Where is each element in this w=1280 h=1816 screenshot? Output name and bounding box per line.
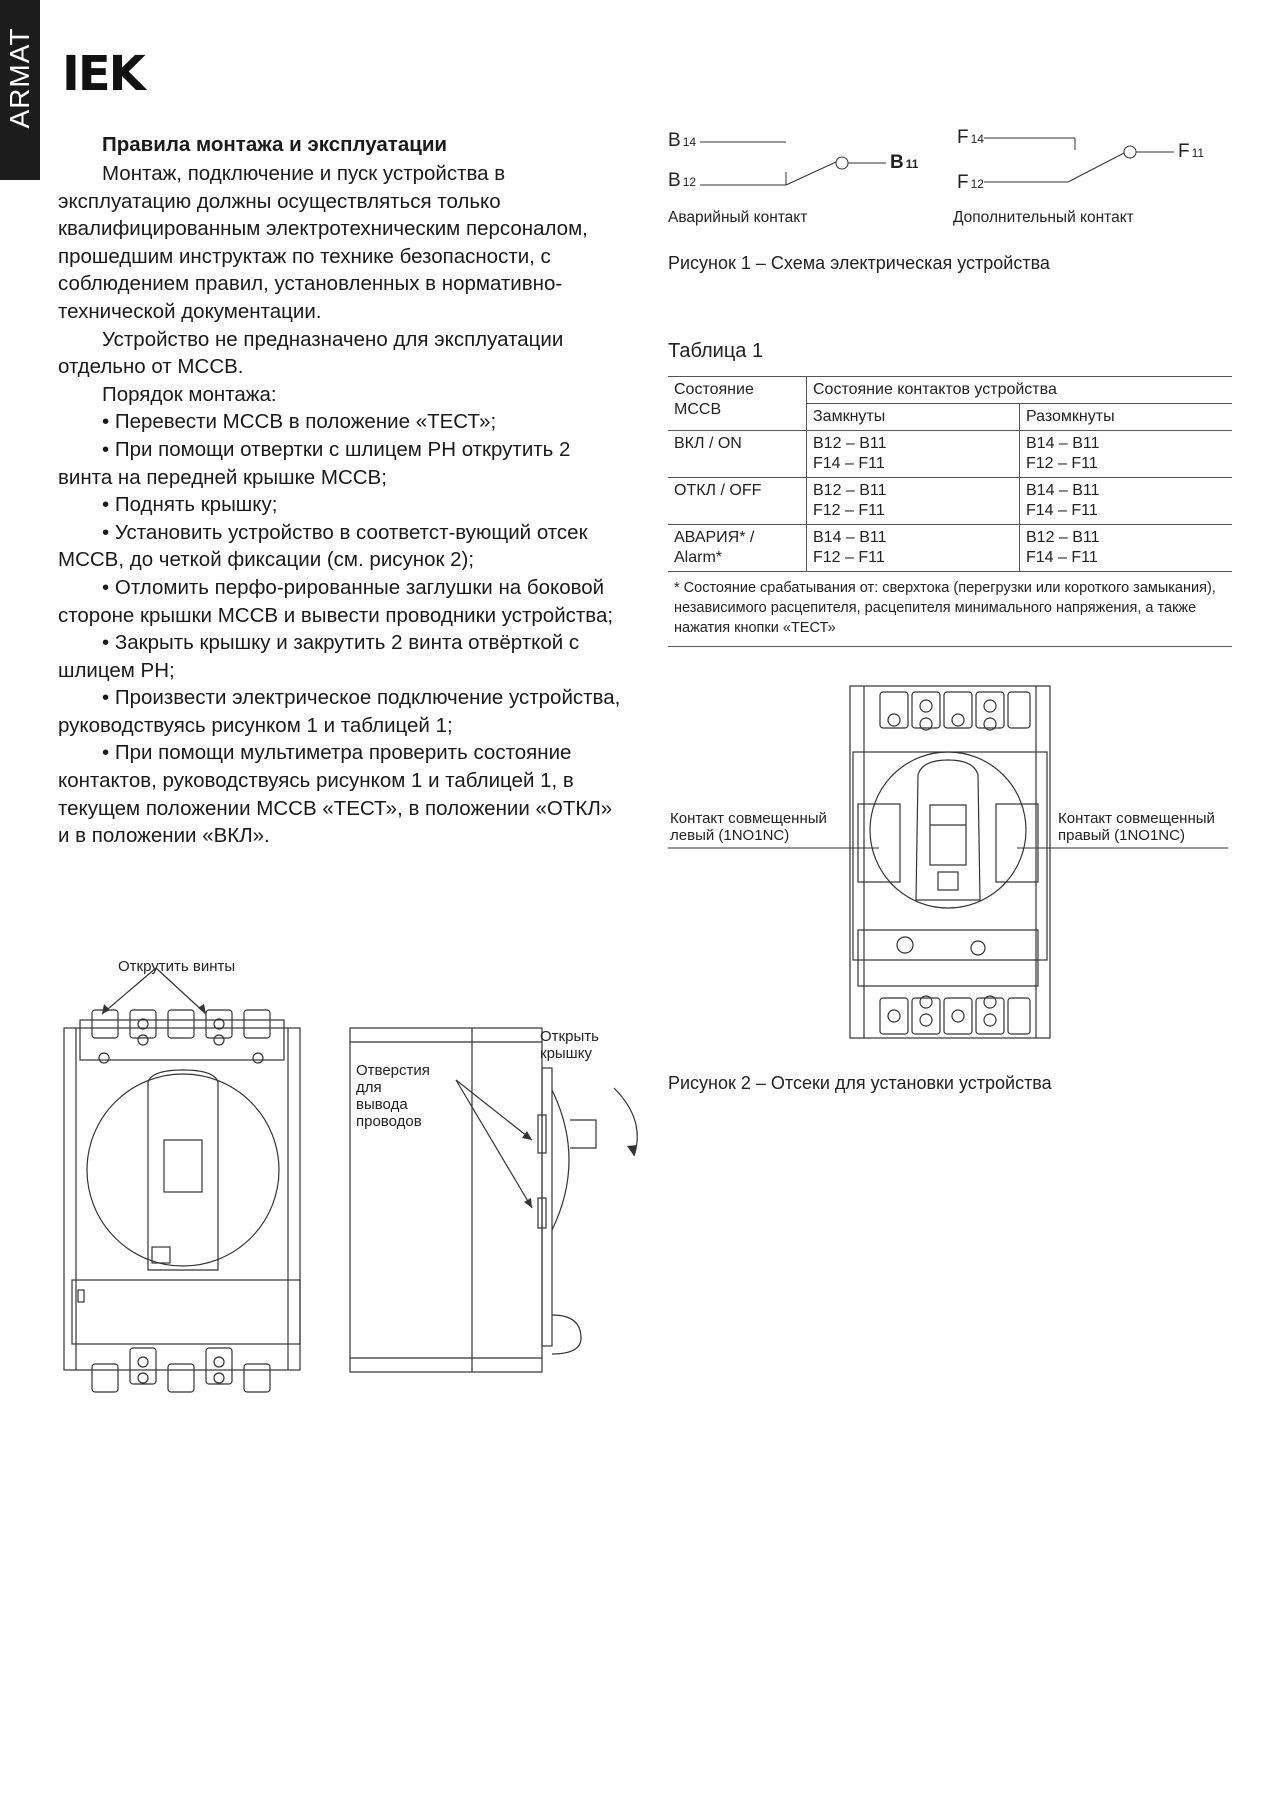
list-item: • При помощи отвертки с шлицем PH открутить 2 винта на передней крышке МССВ; [58,437,571,489]
table-footnote: * Состояние срабатывания от: сверхтока (перегрузки или короткого замыкания), независимого расцепителя, расцепителя минимального напряжения, а также нажатия кнопки «ТЕСТ» [668,572,1232,647]
iek-logo: IEK [62,46,144,102]
cell-state: АВАРИЯ* / Alarm* [668,525,807,572]
list-item: • При помощи мультиметра проверить состояние контактов, руководствуясь рисунком 1 и таблицей 1, в текущем положении МССВ «ТЕСТ», в положении «ОТКЛ» и в положении «ВКЛ». [58,741,613,848]
wire-holes-label: Отверстия для вывода проводов [356,1062,430,1130]
list-item: • Установить устройство в соответст-вующий отсек МССВ, до четкой фиксации (см. рисунок 2); [58,520,588,572]
cell-closed: B12 – B11 F12 – F11 [807,478,1020,525]
table-row [668,478,1232,525]
paragraph: Порядок монтажа: [102,382,277,406]
section-heading: Правила монтажа и эксплуатации [102,133,448,156]
list-item: • Отломить перфо-рированные заглушки на боковой стороне крышки МССВ и вывести проводники устройства; [58,575,614,627]
terminal-f11: F 11 [1178,141,1205,162]
table-row [668,525,1232,572]
brand-strip-text: ARMAT [4,27,35,129]
terminal-b14: B 14 [668,130,697,151]
right-compartment-label: Контакт совмещенный правый (1NO1NC) [1058,810,1215,844]
left-compartment-label: Контакт совмещенный левый (1NO1NC) [670,810,827,844]
cell-state: ОТКЛ / OFF [668,478,807,525]
header-mccb-state: Состояние МССВ [668,377,807,431]
alarm-contact-caption: Аварийный контакт [668,209,808,226]
list-item: • Перевести МССВ в положение «ТЕСТ»; [102,410,497,434]
unscrew-screws-label: Открутить винты [118,958,236,975]
installation-instructions [58,132,628,850]
table-title: Таблица 1 [668,340,764,362]
contact-state-table [668,376,1232,647]
cell-open: B12 – B11 F14 – F11 [1020,525,1233,572]
table-note-row [668,572,1232,647]
list-item: • Поднять крышку; [102,493,278,517]
open-lid-label: Открыть крышку [540,1028,599,1062]
table-header-row [668,377,1232,404]
terminal-b11: B 11 [890,152,919,173]
terminal-b12: B 12 [668,170,697,191]
cell-open: B14 – B11 F12 – F11 [1020,431,1233,478]
paragraph: Монтаж, подключение и пуск устройства в эксплуатацию должны осуществляться только квалифицированным электротехническим персоналом, прошедшим инструктаж по технике безопасности, с соблюдением правил, установленных в нормативно-технической документации. [58,162,588,323]
list-item: • Произвести электрическое подключение устройства, руководствуясь рисунком 1 и таблицей 1; [58,686,621,737]
header-closed: Замкнуты [807,404,1020,431]
figure2-caption: Рисунок 2 – Отсеки для установки устройства [668,1073,1052,1093]
cell-closed: B14 – B11 F12 – F11 [807,525,1020,572]
paragraph: Устройство не предназначено для эксплуатации отдельно от МССВ. [58,327,564,379]
figure1-caption: Рисунок 1 – Схема электрическая устройства [668,253,1050,273]
header-open: Разомкнуты [1020,404,1233,431]
cell-closed: B12 – B11 F14 – F11 [807,431,1020,478]
aux-contact-caption: Дополнительный контакт [953,209,1134,226]
header-contact-state: Состояние контактов устройства [807,377,1233,404]
cell-open: B14 – B11 F14 – F11 [1020,478,1233,525]
table-row [668,431,1232,478]
brand-strip [0,0,40,180]
list-item: • Закрыть крышку и закрутить 2 винта отвёрткой с шлицем PH; [58,631,580,682]
cell-state: ВКЛ / ON [668,431,807,478]
mccb-compartments-drawing [660,680,1240,1050]
terminal-f12: F 12 [957,172,984,193]
terminal-f14: F 14 [957,127,984,148]
